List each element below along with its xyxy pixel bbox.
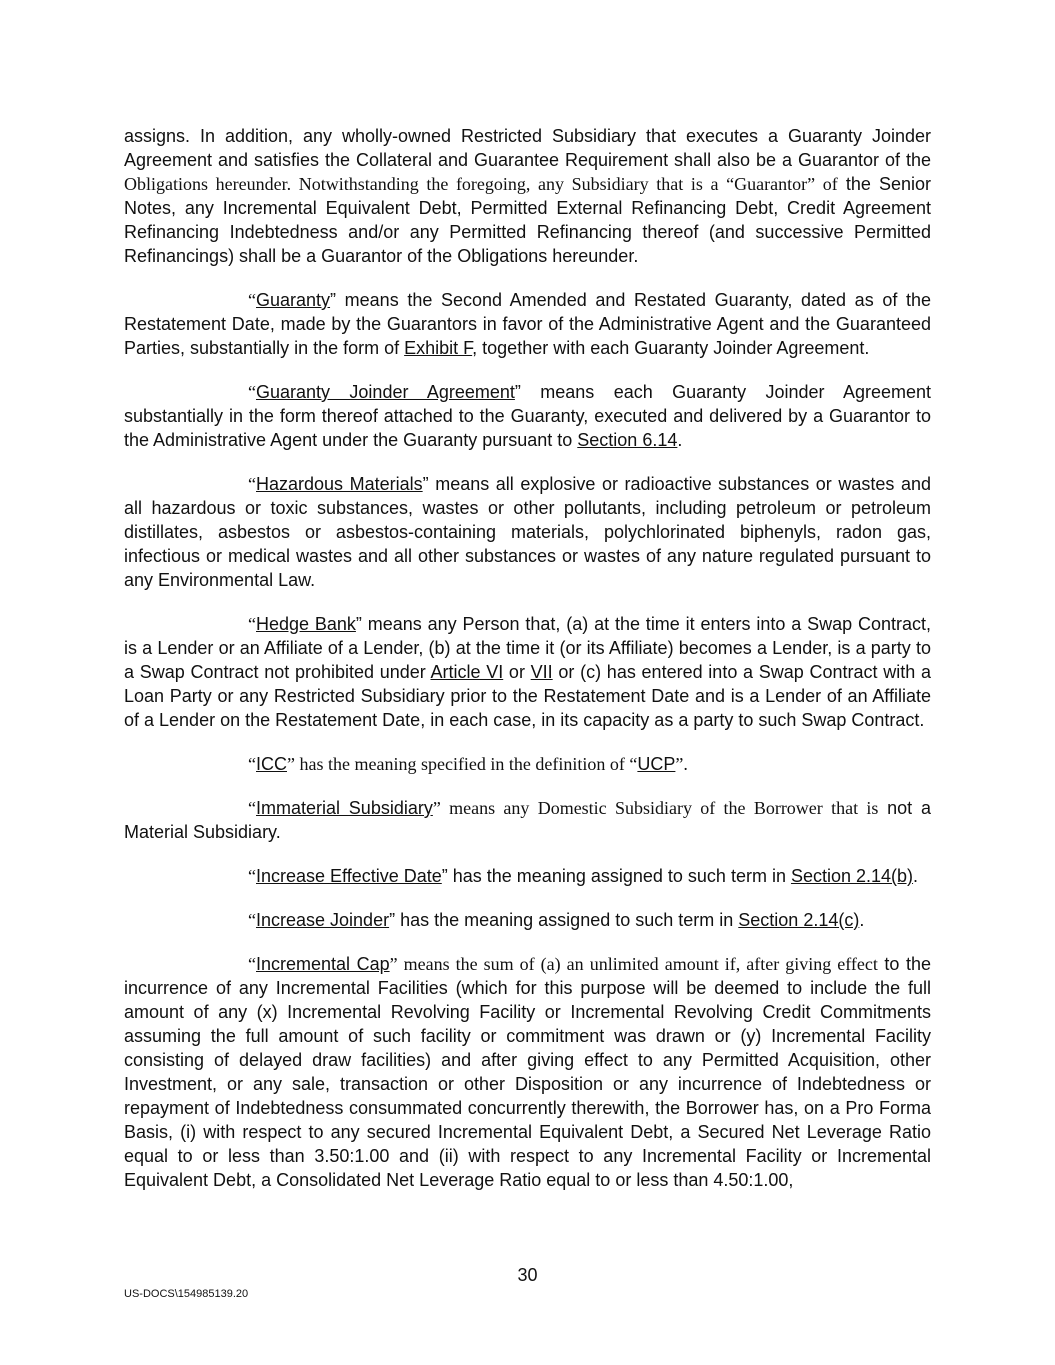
cross-reference: VII [530, 662, 553, 682]
cross-reference: Section 6.14 [577, 430, 678, 450]
definition-incremental-cap [124, 952, 931, 1192]
cross-reference: UCP [637, 754, 676, 774]
defined-term: Incremental Cap [256, 954, 390, 974]
definition-text: to the incurrence of any Incremental Facilities (which for this purpose will be deemed to include the full amount of any (x) Incremental Revolving Facility or Incremental Revolving Credit Commitments assuming the full amount of such facility or commitment was drawn or (y) Incremental Facility consisting of delayed draw facilities) and after giving effect to any Permitted Acquisition, other Investment, or any sale, transaction or other Disposition or any incurrence of Indebtedness or repayment of Indebtedness consummated concurrently therewith, the Borrower has, on a Pro Forma Basis, (i) with respect to any secured Incremental Equivalent Debt, a Secured Net Leverage Ratio equal to or less than 3.50:1.00 and (ii) with respect to any Incremental Facility or Incremental Equivalent Debt, a Consolidated Net Leverage Ratio equal to or less than 4.50:1.00, [124, 954, 931, 1190]
open-quote: “ [248, 954, 256, 974]
definition-text: ” means any Domestic Subsidiary of the Borrower that is [432, 798, 879, 818]
paragraph-text: assigns. In addition, any wholly-owned Restricted Subsidiary that executes a Guaranty Joinder Agreement and satisfies the Collateral and Guarantee Requirement shall also be a Guarantor of the [124, 126, 931, 170]
open-quote: “ [248, 866, 256, 886]
defined-term: Increase Joinder [256, 910, 390, 930]
definition-text: ” means the sum of (a) an unlimited amount if, after giving effect [389, 954, 878, 974]
open-quote: “ [248, 910, 256, 930]
definition-text: ” has the meaning assigned to such term in [389, 910, 739, 930]
definition-hazardous-materials [124, 472, 931, 592]
definition-text: ” means any Person that, (a) at the time it enters into a Swap Contract, is a Lender or an Affiliate of a Lender, (b) at the time it (or its Affiliate) becomes a Lender, is a party to a Swap Contract not prohibited under [124, 614, 931, 682]
defined-term: Hedge Bank [256, 614, 356, 634]
definition-text: ” means the Second Amended and Restated Guaranty, dated as of the Restatement Date, made by the Guarantors in favor of the Administrative Agent and the Guaranteed Parties, substantially in the form of [124, 290, 931, 358]
cross-reference: Exhibit F [404, 338, 473, 358]
definition-text: ”. [675, 754, 688, 774]
definition-increase-joinder [124, 908, 931, 932]
defined-term: Guaranty [256, 290, 331, 310]
defined-term: Guaranty Joinder Agreement [256, 382, 515, 402]
definition-text: . [677, 430, 683, 450]
definition-icc [124, 752, 931, 776]
document-id: US-DOCS\154985139.20 [124, 1288, 249, 1300]
definition-guaranty-joinder-agreement [124, 380, 931, 452]
open-quote: “ [248, 382, 256, 402]
cross-reference: Section 2.14(c) [738, 910, 860, 930]
definition-text: ” has the meaning specified in the definition of “ [287, 754, 638, 774]
cross-reference: Article VI [430, 662, 504, 682]
definition-text: ” means each Guaranty Joinder Agreement substantially in the form thereof attached to the Guaranty, executed and delivered by a Guarantor to the Administrative Agent under the Guaranty pursuant to [124, 382, 931, 450]
definition-increase-effective-date [124, 864, 931, 888]
definition-text: . [859, 910, 865, 930]
definition-text: or [503, 662, 531, 682]
open-quote: “ [248, 798, 256, 818]
open-quote: “ [248, 290, 256, 310]
paragraph-text: the Senior Notes, any Incremental Equivalent Debt, Permitted External Refinancing Debt, Credit Agreement Refinancing Indebtedness and/or any Permitted Refinancing thereof (and successive Permitted Refinancings) shall be a Guarantor of the Obligations hereunder. [124, 174, 932, 266]
paragraph-guarantor-continuation [124, 124, 931, 268]
definition-guaranty [124, 288, 931, 360]
document-body [124, 124, 931, 1212]
definition-hedge-bank [124, 612, 931, 732]
open-quote: “ [248, 474, 256, 494]
open-quote: “ [248, 614, 256, 634]
definition-text: , together with each Guaranty Joinder Agreement. [472, 338, 870, 358]
defined-term: Increase Effective Date [256, 866, 442, 886]
paragraph-text: Obligations hereunder. Notwithstanding the foregoing, any Subsidiary that is a “Guarantor” of [124, 174, 838, 194]
open-quote: “ [248, 754, 256, 774]
defined-term: Hazardous Materials [256, 474, 423, 494]
cross-reference: Section 2.14(b) [790, 866, 914, 886]
defined-term: ICC [256, 754, 287, 774]
definition-text: ” has the meaning assigned to such term in [441, 866, 791, 886]
definition-text: ” means all explosive or radioactive substances or wastes and all hazardous or toxic substances, wastes or other pollutants, including petroleum or petroleum distillates, asbestos or asbestos-containing materials, polychlorinated biphenyls, radon gas, infectious or medical wastes and all other substances or wastes of any nature regulated pursuant to any Environmental Law. [124, 474, 931, 590]
definition-text: not a Material Subsidiary. [124, 798, 931, 842]
defined-term: Immaterial Subsidiary [256, 798, 433, 818]
definition-text: . [913, 866, 919, 886]
page-number: 30 [517, 1265, 538, 1285]
definition-text: or (c) has entered into a Swap Contract with a Loan Party or any Restricted Subsidiary prior to the Restatement Date and is a Lender of an Affiliate of a Lender on the Restatement Date, in each case, in its capacity as a party to such Swap Contract. [124, 662, 931, 730]
definition-immaterial-subsidiary [124, 796, 931, 844]
